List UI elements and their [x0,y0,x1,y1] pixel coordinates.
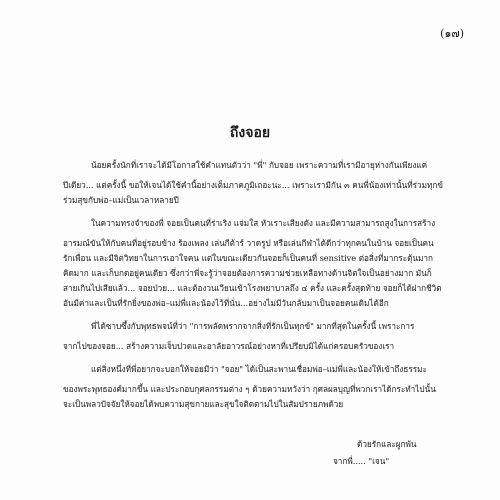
closing-phrase: ด้วยรักและผูกพัน [357,439,417,449]
signature-line: จากพี่..... "เจน" [333,456,390,466]
paragraph-line: อันมีค่าและเป็นที่รักยิ่งของพ่อ–แม่พี่และน้องไว้ที่นั่น...อย่างไม่มีวันกลับมาเป็นจอยคนเดิมได้อีก [63,298,389,308]
paragraph-2 [63,216,463,311]
paragraph-3 [63,319,463,354]
paragraph-line: คิดมาก และเก็บกดอยู่คนเดียว ซึ่งกว่าพี่จะรู้ว่าจอยต้องการความช่วยเหลือทางด้านจิตใจเป็นอย่างมาก มันก็ [63,268,432,278]
paragraph-line: จะเป็นพลวปัจจัยให้จอยได้พบความสุขกายและสุขใจติดตามไปในสัมปรายภพด้วย [63,399,344,409]
paragraph-line: จากไปของจอย... สร้างความเจ็บปวดและอาลัยอาวรณ์อย่างหาที่เปรียบมิได้แก่ครอบครัวของเรา [63,341,395,351]
letter-title: ถึงจอย [229,125,271,141]
paragraph-line: รักเพื่อน และมีจิตวิทยาในการเอาใจคน แต่ในขณะเดียวกันจอยก็เป็นคนที่ sensitive ต่อสิ่งที่มากระตุ้นมาก [63,253,433,263]
paragraph-line: ของพระพุทธองค์มากขึ้น และประกอบกุศลกรรมต่าง ๆ ด้วยความหวังว่า กุศลผลบุญที่พวกเราได้กระทำไปนั้น [63,384,436,394]
paragraph-line: พี่ได้ซาบซึ้งกับพุทธพจน์ที่ว่า "การพลัดพรากจากสิ่งที่รักเป็นทุกข์" มากที่สุดในครั้งนี้ เพราะการ [91,321,415,331]
paragraph-1 [63,158,463,208]
paragraph-line: ปีเดียว... แต่ครั้งนี้ ขอให้เจนได้ใช้คำนี้อย่างเต็มภาคภูมิเถอะนะ... เพราะเรามีกัน ๓ คนพี่น้องเท่านั้นที่ร่วมทุกข์ [63,180,443,190]
paragraph-line: แต่สิ่งหนึ่งที่พี่อยากจะบอกให้จอยมีว่า "จอย" ได้เป็นสะพานเชื่อมพ่อ–แม่พี่และน้องให้เข้าถึงธรรมะ [91,364,427,374]
paragraph-line: ร่วมสุขกับพ่อ–แม่เป็นเวลาหลายปี [63,195,179,205]
letter-body [63,158,463,420]
paragraph-line: น้อยครั้งนักที่เราจะได้มีโอกาสใช้คำแทนตัวว่า "พี่" กับจอย เพราะความที่เรามีอายุห่างกันเพียงแค่ [91,160,428,170]
page-number: (๑๗) [440,27,464,40]
paragraph-line: อารมณ์ขันให้กับคนที่อยู่รอบข้าง ร้องเพลง เล่นกีต้าร์ วาดรูป หรือเล่นกีฬาได้ดีกว่าทุกคนในบ้าน จอยเป็นคน [63,238,434,248]
paragraph-line: สายเกินไปเสียแล้ว... จอยป่วย... และต้องวนเวียนเข้าโรงพยาบาลถึง ๔ ครั้ง และครั้งสุดท้าย จอยก็ได้ฝากชีวิต [63,283,442,293]
letter-closing [333,436,443,470]
paragraph-4 [63,362,463,412]
paragraph-line: ในความทรงจำของพี่ จอยเป็นคนที่ร่าเริง แจ่มใส หัวเราะเสียงดัง และมีความสามารถสูงในการสร้าง [91,218,436,228]
